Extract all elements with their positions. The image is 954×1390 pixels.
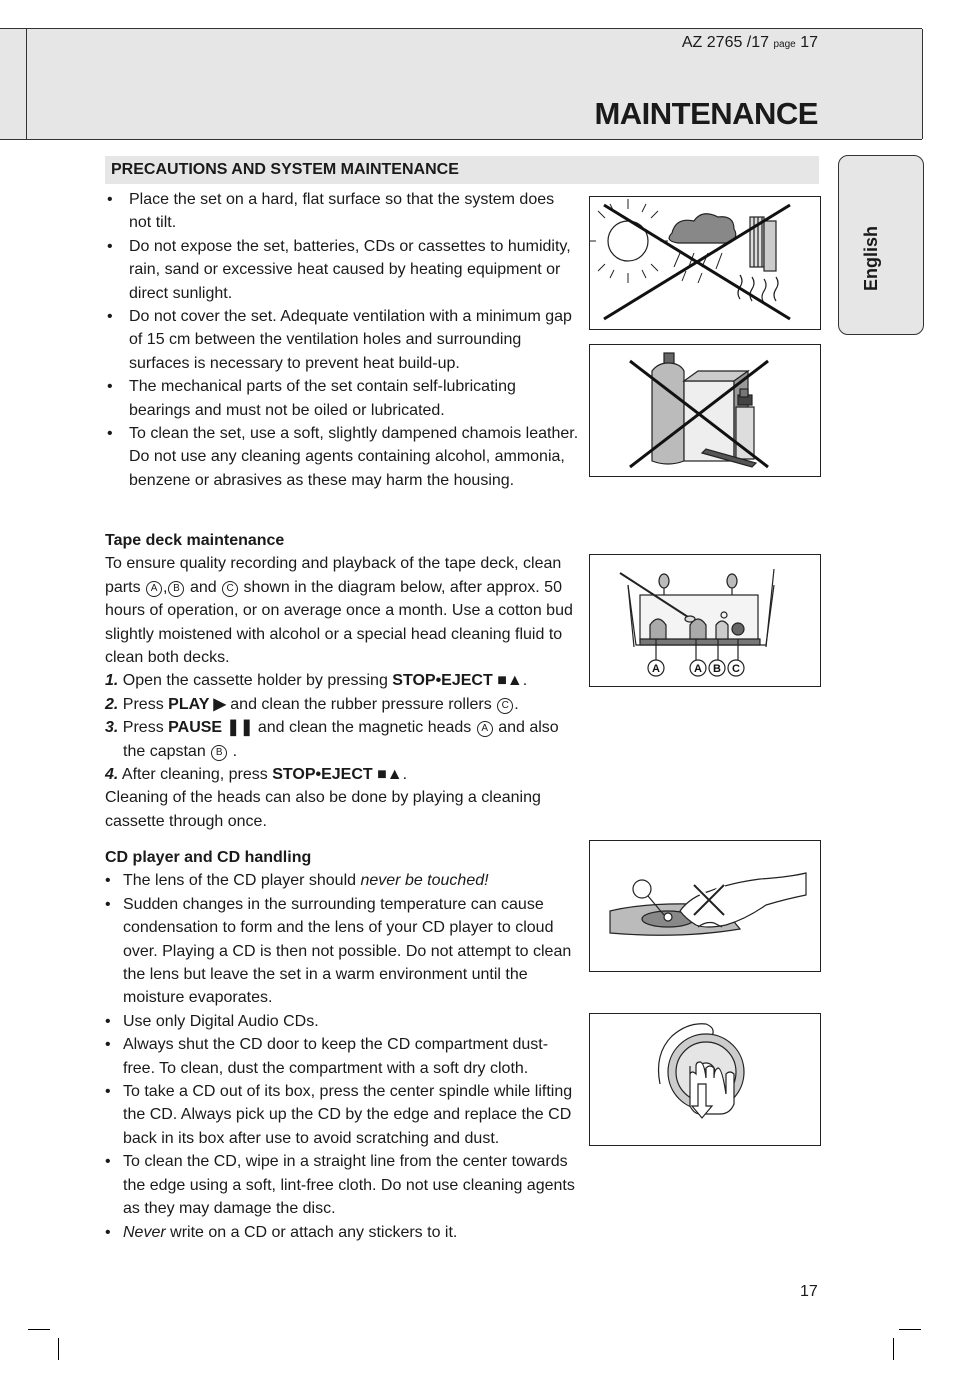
list-item: • To clean the set, use a soft, slightly dampened chamois leather. Do not use any cleaning agents containing alcohol, ammonia, benzene or abrasives as these may harm the housing.: [105, 422, 580, 492]
step-text: and also the capstan: [123, 719, 559, 760]
list-item: • Do not expose the set, batteries, CDs or cassettes to humidity, rain, sand or excessive heat caused by heating equipment or direct sunlight.: [105, 235, 580, 305]
crop-mark: [28, 1329, 50, 1330]
crop-mark: [893, 1338, 894, 1360]
step-text: Open the cassette holder by pressing: [122, 672, 388, 690]
step-number: 1.: [105, 672, 119, 690]
play-key: PLAY ▶: [168, 695, 226, 713]
part-a-marker: A: [477, 721, 493, 737]
part-b-marker: B: [168, 581, 184, 597]
page-title: MAINTENANCE: [594, 96, 818, 131]
list-item: [105, 1221, 580, 1244]
precautions-list: [105, 188, 580, 492]
figure-do-not-touch-lens: [589, 840, 821, 972]
weather-warning-illustration: [590, 197, 820, 329]
model-number: AZ 2765 /17: [681, 34, 770, 51]
model-reference: [682, 34, 818, 52]
step-text: Press: [122, 695, 164, 713]
figure-tape-deck-parts: [589, 554, 821, 687]
list-item: • Sudden changes in the surrounding temperature can cause condensation to form and the lens of your CD player to cloud over. Playing a CD is then not possible. Do not attempt to clean the lens but leave the set in a warm environment until the moisture evaporates.: [105, 893, 580, 1010]
crop-mark: [58, 1338, 59, 1360]
step-3: 3. Press PAUSE ❚❚ and clean the magnetic heads A and also the capstan B .: [105, 719, 559, 760]
list-item: [105, 869, 580, 892]
step-2: 2. Press PLAY ▶ and clean the rubber pressure rollers C .: [105, 695, 519, 713]
page-label: page: [773, 39, 796, 50]
cd-handling-illustration: [590, 1014, 820, 1145]
figure-hold-cd-by-edge: [589, 1013, 821, 1146]
part-b-marker: B: [211, 745, 227, 761]
part-c-marker: C: [222, 581, 238, 597]
cd-lens-illustration: [590, 841, 820, 971]
tape-label-a2: A: [694, 663, 702, 675]
tape-intro: To ensure quality recording and playback of the tape deck, clean parts A , B and C shown in the diagram below, after approx. 50 hours of operation, or on average once a month. Use a cotton bud slightly moistened with alcohol or a special head cleaning fluid to clean both decks.: [105, 555, 573, 667]
cleaning-agents-illustration: [590, 345, 820, 476]
tape-intro-text: To ensure quality recording and playback of the tape deck, clean parts: [105, 555, 562, 596]
list-item: • To take a CD out of its box, press the center spindle while lifting the CD. Always pick up the CD by the edge and replace the CD back in its box after use to avoid scratching and dust.: [105, 1080, 580, 1150]
language-tab: [838, 155, 924, 335]
tape-outro: Cleaning of the heads can also be done by playing a cleaning cassette through once.: [105, 789, 541, 830]
cd-bullet-text: write on a CD or attach any stickers to it.: [170, 1223, 458, 1241]
step-number: 4.: [105, 766, 119, 784]
tape-label-a: A: [652, 663, 660, 675]
list-item: • To clean the CD, wipe in a straight line from the center towards the edge using a soft, lint-free cloth. Do not use cleaning agents as they may damage the disc.: [105, 1150, 580, 1220]
list-item: • Always shut the CD door to keep the CD compartment dust-free. To clean, dust the compartment with a soft dry cloth.: [105, 1033, 580, 1080]
step-text: and clean the magnetic heads: [257, 719, 472, 737]
stop-eject-key: STOP•EJECT ■▲: [392, 672, 523, 690]
list-item: • The mechanical parts of the set contain self-lubricating bearings and must not be oiled or lubricated.: [105, 375, 580, 422]
stop-eject-key: STOP•EJECT ■▲: [272, 766, 403, 784]
tape-deck-illustration: [590, 555, 820, 686]
step-text: Press: [122, 719, 164, 737]
section-heading: [105, 156, 819, 184]
step-text: After cleaning, press: [121, 766, 268, 784]
step-text: and clean the rubber pressure rollers: [230, 695, 492, 713]
crop-mark: [899, 1329, 921, 1330]
tape-heading: Tape deck maintenance: [105, 532, 285, 549]
cd-section: [105, 846, 580, 1244]
part-a-marker: A: [146, 581, 162, 597]
section-title: PRECAUTIONS AND SYSTEM MAINTENANCE: [111, 161, 459, 178]
header-page-number: 17: [800, 34, 818, 51]
cd-heading: CD player and CD handling: [105, 849, 312, 866]
pause-key: PAUSE ❚❚: [168, 719, 254, 737]
list-item: • Place the set on a hard, flat surface so that the system does not tilt.: [105, 188, 580, 235]
figure-no-cleaning-agents: [589, 344, 821, 477]
cd-bullet-text: The lens of the CD player should: [123, 872, 357, 890]
tape-label-b: B: [713, 663, 721, 675]
tape-intro-and: and: [189, 578, 217, 596]
language-tab-label: English: [861, 225, 881, 291]
cd-bullet-emphasis: Never: [123, 1223, 166, 1241]
tape-deck-section: [105, 529, 580, 833]
list-item: • Use only Digital Audio CDs.: [105, 1010, 580, 1033]
page-number: 17: [800, 1283, 818, 1300]
tape-label-c: C: [732, 663, 740, 675]
cd-bullet-emphasis: never be touched!: [360, 872, 489, 890]
part-c-marker: C: [497, 698, 513, 714]
step-number: 3.: [105, 719, 119, 737]
tape-intro-rest: shown in the diagram below, after approx. 50 hours of operation, or on average once a month. Use a cotton bud slightly moistened with alcohol or a special head cleaning fluid to clean both decks.: [105, 578, 573, 667]
figure-no-sun-rain-heat: [589, 196, 821, 330]
step-1: 1. Open the cassette holder by pressing STOP•EJECT ■▲.: [105, 672, 528, 690]
step-4: 4. After cleaning, press STOP•EJECT ■▲.: [105, 766, 408, 784]
step-number: 2.: [105, 695, 119, 713]
list-item: • Do not cover the set. Adequate ventilation with a minimum gap of 15 cm between the ventilation holes and surrounding surfaces is necessary to prevent heat build-up.: [105, 305, 580, 375]
